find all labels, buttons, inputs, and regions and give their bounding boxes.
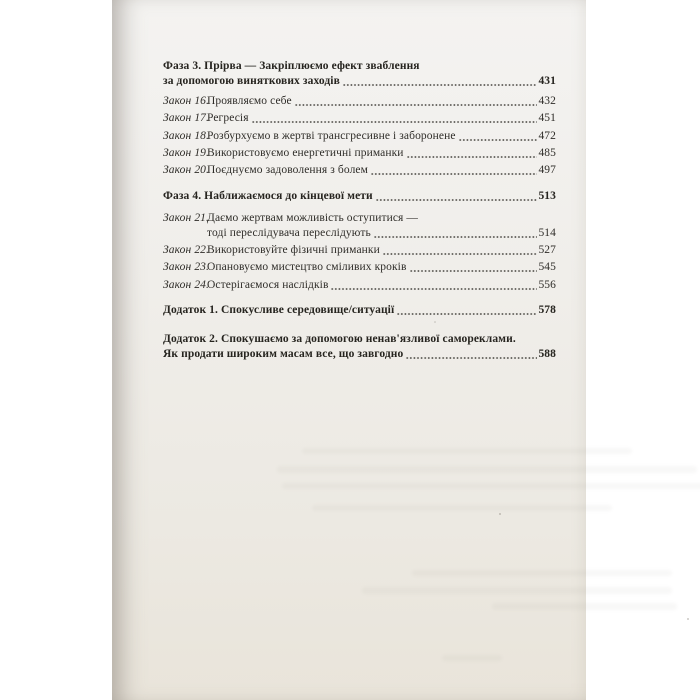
dot-leader — [373, 226, 538, 241]
entry-title: Опановуємо мистецтво сміливих кроків — [207, 261, 407, 273]
toc-entry-law-16 — [163, 94, 556, 109]
paper-speck — [499, 513, 501, 515]
entry-title: Даємо жертвам можливість оступитися — — [207, 212, 419, 224]
entry-title: Розбурхуємо в жертві трансгресивне і заборонене — [207, 130, 456, 142]
entry-title: Використовуємо енергетичні приманки — [207, 147, 404, 159]
page-number: 451 — [538, 112, 556, 124]
page-number: 513 — [538, 190, 556, 202]
toc-entry-law-23 — [163, 260, 556, 275]
page-number: 556 — [538, 279, 556, 291]
toc-entry-law-19 — [163, 146, 556, 161]
entry-title: Проявляємо себе — [207, 95, 292, 107]
entry-title: Додаток 1. Спокусливе середовище/ситуації — [163, 304, 395, 316]
page-number: 485 — [538, 147, 556, 159]
entry-label: Закон 19. — [163, 147, 209, 159]
entry-label: Закон 21. — [163, 212, 209, 224]
toc-entry-phase-3-continued — [163, 74, 556, 89]
dot-leader — [405, 347, 537, 362]
entry-title: Використовуйте фізичні приманки — [207, 244, 380, 256]
entry-label: Закон 22. — [163, 244, 209, 256]
entry-title: Як продати широким масам все, що завгодно — [163, 348, 404, 360]
toc-entry-phase-3 — [163, 59, 556, 74]
toc-entry-law-18 — [163, 129, 556, 144]
page-number: 545 — [538, 261, 556, 273]
toc-entry-law-21 — [163, 211, 556, 226]
show-through-mark — [442, 655, 502, 661]
dot-leader — [375, 189, 538, 204]
entry-title: Поєднуємо задоволення з болем — [207, 164, 368, 176]
dot-leader — [370, 163, 537, 178]
page-number: 578 — [538, 304, 556, 316]
page-number: 431 — [538, 75, 556, 87]
entry-title: Фаза 4. Наближаємося до кінцевої мети — [163, 190, 373, 202]
show-through-mark — [282, 483, 700, 489]
dot-leader — [382, 243, 538, 258]
dot-leader — [294, 94, 538, 109]
table-of-contents — [163, 59, 556, 362]
page-number: 514 — [538, 227, 556, 239]
page-number: 432 — [538, 95, 556, 107]
toc-entry-phase-4 — [163, 189, 556, 204]
entry-title: Додаток 2. Спокушаємо за допомогою ненав'язливої самореклами. — [163, 333, 516, 345]
toc-entry-appendix-2 — [163, 332, 556, 347]
show-through-mark — [362, 587, 672, 594]
toc-entry-law-22 — [163, 243, 556, 258]
page-number: 527 — [538, 244, 556, 256]
entry-label: Закон 16. — [163, 95, 209, 107]
entry-title: Фаза 3. Прірва — Закріплюємо ефект зваблення — [163, 60, 420, 72]
show-through-mark — [312, 505, 612, 511]
dot-leader — [406, 146, 538, 161]
dot-leader — [396, 303, 537, 318]
show-through-mark — [302, 448, 632, 454]
entry-title: тоді переслідувача переслідують — [207, 227, 371, 239]
entry-title: за допомогою виняткових заходів — [163, 75, 340, 87]
entry-label: Закон 23. — [163, 261, 209, 273]
toc-entry-law-24 — [163, 278, 556, 293]
entry-title: Остерігаємося наслідків — [207, 279, 329, 291]
entry-label: Закон 20. — [163, 164, 209, 176]
toc-entry-law-21-continued — [163, 226, 556, 241]
page-number: 472 — [538, 130, 556, 142]
toc-entry-appendix-2-continued — [163, 347, 556, 362]
toc-entry-law-20 — [163, 163, 556, 178]
entry-label: Закон 18. — [163, 130, 209, 142]
entry-label: Закон 24. — [163, 279, 209, 291]
entry-title: Регресія — [207, 112, 249, 124]
dot-leader — [330, 278, 537, 293]
show-through-mark — [492, 603, 677, 610]
toc-entry-appendix-1 — [163, 303, 556, 318]
dot-leader — [251, 111, 538, 126]
paper-speck — [687, 618, 689, 620]
dot-leader — [342, 74, 538, 89]
page-number: 588 — [538, 348, 556, 360]
toc-entry-law-17 — [163, 111, 556, 126]
show-through-mark — [277, 466, 697, 473]
page-number: 497 — [538, 164, 556, 176]
show-through-mark — [412, 570, 672, 576]
dot-leader — [409, 260, 538, 275]
dot-leader — [458, 129, 538, 144]
entry-label: Закон 17. — [163, 112, 209, 124]
